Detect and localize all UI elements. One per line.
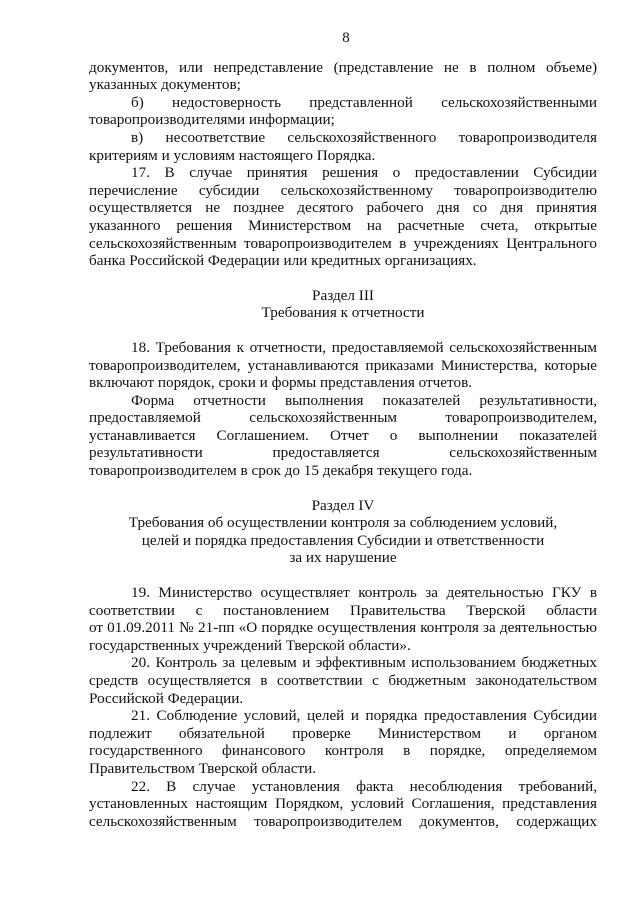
text-line: товаропроизводителями информации; [89, 111, 335, 129]
section-4-title: Раздел IV [311, 496, 375, 514]
text-line: результативности предоставляется сельскохозяйственным [89, 444, 597, 462]
text-line: сельскохозяйственным товаропроизводителем в учреждениях Центрального [89, 234, 597, 252]
section-3-subtitle: Требования к отчетности [261, 304, 425, 322]
section-4-subtitle-line: Требования об осуществлении контроля за соблюдением условий, [128, 514, 558, 532]
text-line: от 01.09.2011 № 21-пп «О порядке осуществления контроля за деятельностью [89, 619, 597, 637]
text-line: 19. Министерство осуществляет контроль за деятельностью ГКУ в [131, 584, 597, 602]
section-4-subtitle-line: за их нарушение [289, 549, 397, 567]
text-line: 17. В случае принятия решения о предоставлении Субсидии [131, 164, 597, 182]
text-line: подлежит обязательной проверке Министерством и органом [89, 724, 597, 742]
text-line: устанавливается Соглашением. Отчет о выполнении показателей [89, 426, 597, 444]
paragraph-report-form [89, 392, 597, 480]
text-line: 20. Контроль за целевым и эффективным использованием бюджетных [131, 654, 597, 672]
text-line: государственного финансового контроля в порядке, определяемом [89, 742, 597, 760]
text-line: Российской Федерации. [89, 689, 244, 707]
text-line: осуществляется не позднее десятого рабочего дня со дня принятия [89, 199, 597, 217]
paragraph-item-b [89, 94, 597, 129]
text-line: перечисление субсидии сельскохозяйственному товаропроизводителю [89, 181, 597, 199]
text-line: документов, или непредставление (представление не в полном объеме) [89, 58, 597, 76]
text-line: товаропроизводителем, устанавливаются приказами Министерства, которые [89, 356, 597, 374]
text-line: Правительством Тверской области. [89, 759, 317, 777]
paragraph-20 [89, 654, 597, 707]
text-line: сельскохозяйственным товаропроизводителем документов, содержащих [89, 812, 597, 830]
text-line: установленных настоящим Порядком, условий Соглашения, представления [89, 795, 597, 813]
text-line: средств осуществляется в соответствии с бюджетным законодательством [89, 672, 597, 689]
text-line: государственных учреждений Тверской области». [89, 636, 411, 654]
paragraph-18 [89, 339, 597, 392]
paragraph-19 [89, 584, 597, 654]
document-page [89, 30, 597, 830]
paragraph-17 [89, 164, 597, 270]
text-line: Форма отчетности выполнения показателей результативности, [131, 391, 597, 409]
paragraph-intro [89, 59, 597, 94]
paragraph-item-v [89, 129, 597, 164]
text-line: б) недостоверность представленной сельскохозяйственными [131, 93, 597, 111]
spacer [89, 567, 597, 584]
text-line: 18. Требования к отчетности, предоставляемой сельскохозяйственным [131, 338, 597, 356]
section-4-subtitle-line: целей и порядка предоставления Субсидии и ответственности [141, 531, 545, 549]
section-3-title: Раздел III [312, 286, 374, 304]
spacer [89, 322, 597, 339]
paragraph-21 [89, 707, 597, 777]
text-line: 21. Соблюдение условий, целей и порядка предоставления Субсидии [131, 707, 597, 725]
text-line: товаропроизводителем в срок до 15 декабря текущего года. [89, 462, 473, 480]
text-line: соответствии с постановлением Правительства Тверской области [89, 601, 597, 619]
text-line: 22. В случае установления факта несоблюдения требований, [131, 777, 597, 795]
text-line: включают порядок, сроки и формы представления отчетов. [89, 374, 473, 392]
spacer [89, 270, 597, 287]
spacer [89, 480, 597, 497]
text-line: критериям и условиям настоящего Порядка. [89, 146, 376, 164]
text-line: указанных документов; [89, 76, 241, 94]
text-line: указанного решения Министерством на расчетные счета, открытые [89, 216, 597, 234]
paragraph-22 [89, 778, 597, 831]
page-number: 8 [342, 30, 350, 46]
text-line: предоставляемой сельскохозяйственным товаропроизводителем, [89, 409, 597, 427]
text-line: в) несоответствие сельскохозяйственного товаропроизводителя [131, 128, 597, 146]
text-line: банка Российской Федерации или кредитных организациях. [89, 252, 477, 270]
